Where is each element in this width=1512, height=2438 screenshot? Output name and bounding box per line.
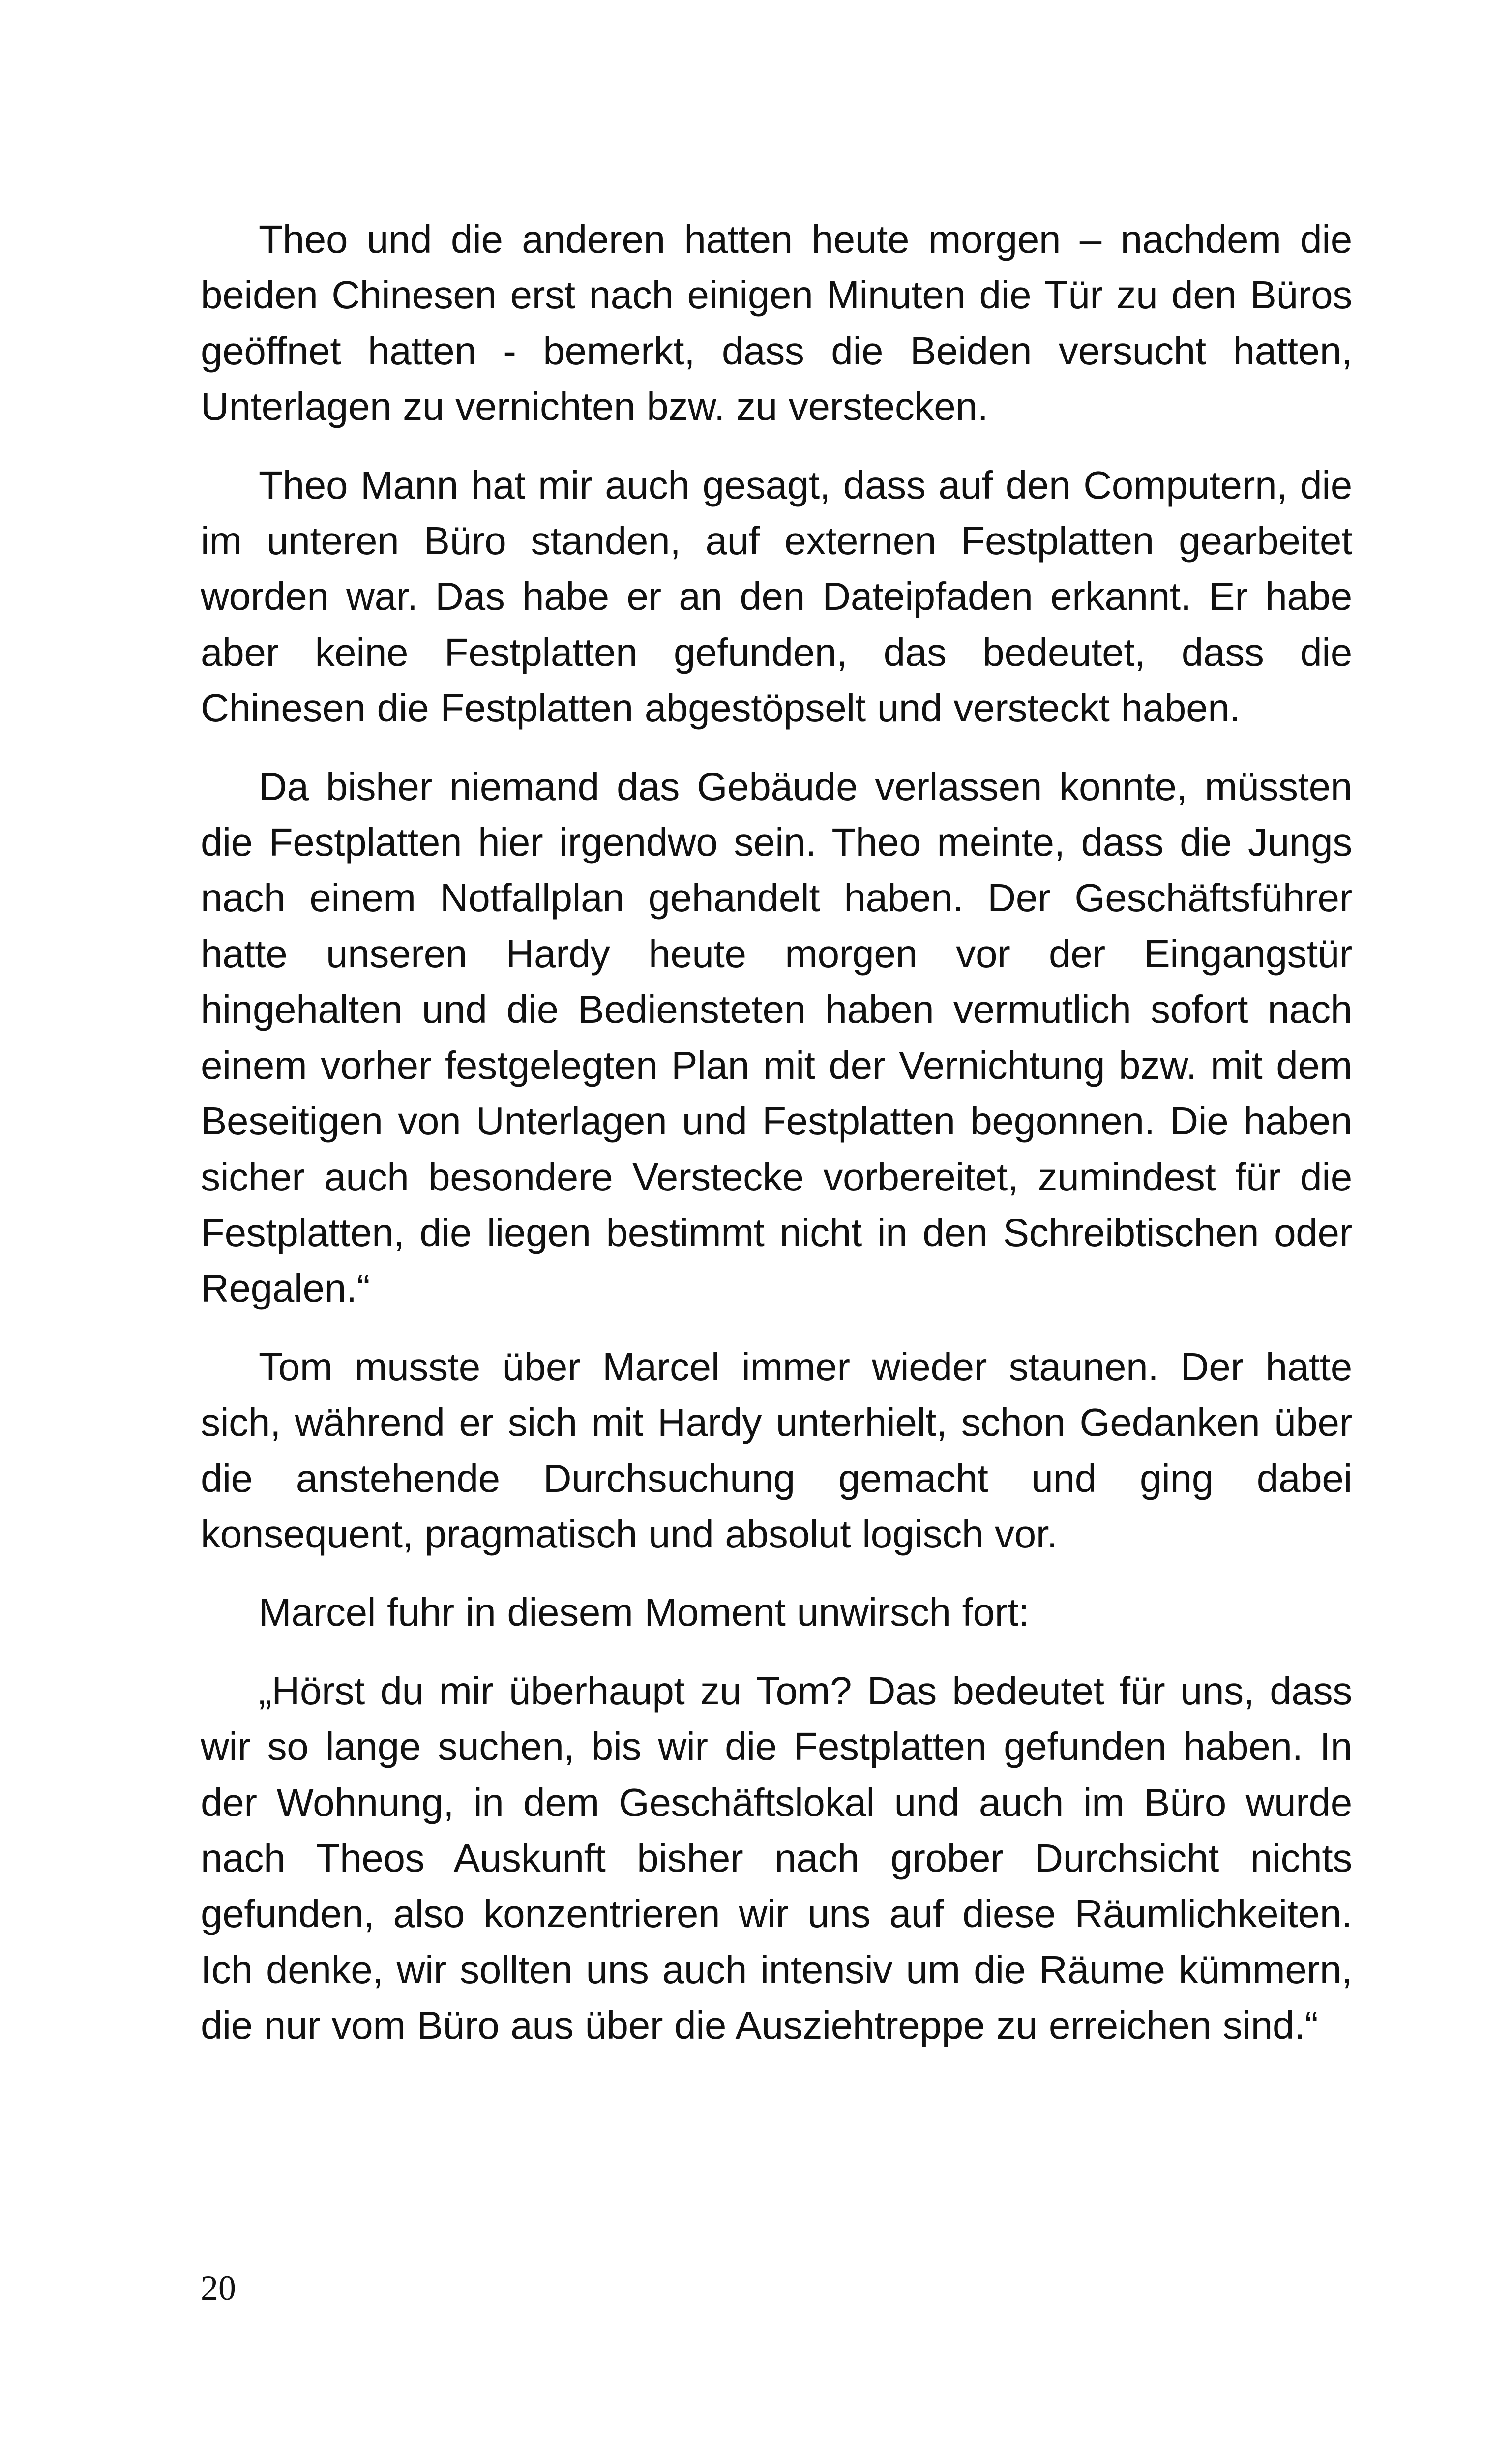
paragraph-6: „Hörst du mir überhaupt zu Tom? Das bedeutet für uns, dass wir so lange suchen, bis wir die Festplatten gefunden haben. In der Wohnung, in dem Geschäftslokal und auch im Büro wurde nach Theos Auskunft bisher nach grober Durchsicht nichts gefunden, also konzentrieren wir uns auf diese Räumlichkeiten. Ich denke, wir sollten uns auch intensiv um die Räume kümmern, die nur vom Büro aus über die Ausziehtreppe zu erreichen sind.“ — [201, 1668, 1352, 2048]
paragraph-1: Theo und die anderen hatten heute morgen – nachdem die beiden Chinesen erst nach einigen Minuten die Tür zu den Büros geöffnet hatten - bemerkt, dass die Beiden versucht hatten, Unterlagen zu vernichten bzw. zu verstecken. — [201, 217, 1352, 429]
paragraph-2: Theo Mann hat mir auch gesagt, dass auf den Computern, die im unteren Büro standen, auf externen Festplatten gearbeitet worden war. Das habe er an den Dateipfaden erkannt. Er habe aber keine Festplatten gefunden, das bedeutet, dass die Chinesen die Festplatten abgestöpselt und versteckt haben. — [201, 463, 1352, 730]
paragraph-5: Marcel fuhr in diesem Moment unwirsch fort: — [259, 1590, 1029, 1635]
page-body — [201, 211, 1352, 2076]
paragraph-3: Da bisher niemand das Gebäude verlassen konnte, müssten die Festplatten hier irgendwo sein. Theo meinte, dass die Jungs nach einem Notfallplan gehandelt haben. Der Geschäftsführer hatte unseren Hardy heute morgen vor der Eingangstür hingehalten und die Bediensteten haben vermutlich sofort nach einem vorher festgelegten Plan mit der Vernichtung bzw. mit dem Beseitigen von Unterlagen und Festplatten begonnen. Die haben sicher auch besondere Verstecke vorbereitet, zumindest für die Festplatten, die liegen bestimmt nicht in den Schreibtischen oder Regalen.“ — [201, 764, 1352, 1310]
page-number: 20 — [201, 2268, 236, 2308]
paragraph-4: Tom musste über Marcel immer wieder staunen. Der hatte sich, während er sich mit Hardy unterhielt, schon Gedanken über die anstehende Durchsuchung gemacht und ging dabei konsequent, pragmatisch und absolut logisch vor. — [201, 1344, 1352, 1556]
